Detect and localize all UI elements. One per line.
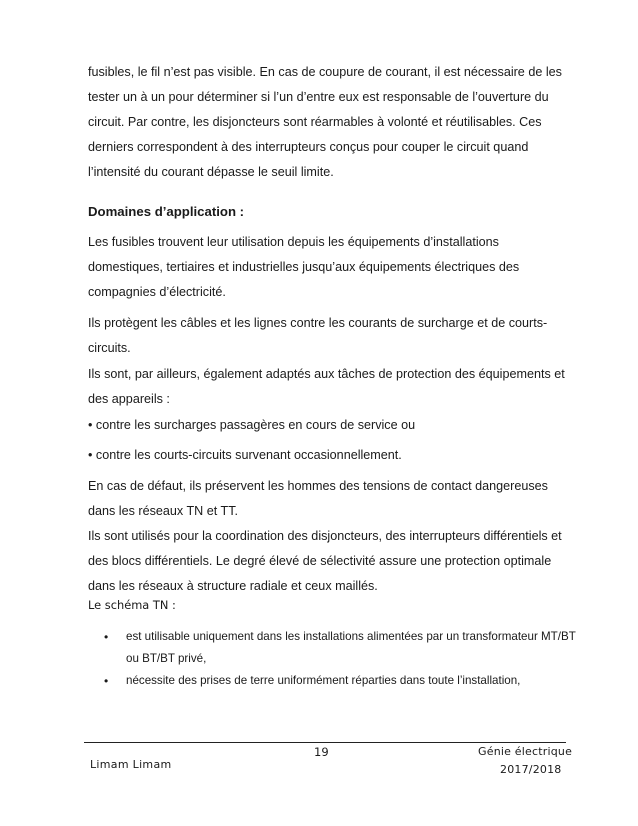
text-line: Ils sont, par ailleurs, également adaptés aux tâches de protection des équipements et [88,367,565,381]
text-line: l’intensité du courant dépasse le seuil limite. [88,165,334,179]
text-line: est utilisable uniquement dans les installations alimentées par un transformateur MT/BT [126,630,576,643]
text-line: Ils sont utilisés pour la coordination des disjoncteurs, des interrupteurs différentiels et [88,529,562,543]
paragraph-usage [88,230,568,305]
text-line: compagnies d’électricité. [88,285,226,299]
text-line: Ils protègent les câbles et les lignes contre les courants de surcharge et de courts- [88,316,548,330]
text-line: ou BT/BT privé, [126,652,207,665]
text-line: domestiques, tertiaires et industrielles jusqu’aux équipements électriques des [88,260,520,274]
footer-subject: Génie électrique [478,745,573,758]
text-line: derniers correspondent à des interrupteurs conçus pour couper le circuit quand [88,140,529,154]
paragraph-adapted [88,362,568,412]
schema-tn-label: Le schéma TN : [88,598,176,612]
bullet-icon: • [104,674,109,688]
bullet-icon: • [104,630,109,644]
section-heading: Domaines d’application : [88,204,245,219]
paragraph-overload [88,413,568,438]
paragraph-coordination [88,524,568,599]
footer-author: Limam Limam [90,758,172,771]
text-line: • contre les surcharges passagères en cours de service ou [88,418,416,432]
intro-paragraph [88,60,568,185]
footer-year: 2017/2018 [500,763,562,776]
text-line: circuit. Par contre, les disjoncteurs sont réarmables à volonté et réutilisables. Ces [88,115,542,129]
text-line: nécessite des prises de terre uniformément réparties dans toute l’installation, [126,674,521,687]
paragraph-fault [88,474,568,524]
text-line: En cas de défaut, ils préservent les hommes des tensions de contact dangereuses [88,479,548,493]
text-line: des blocs différentiels. Le degré élevé de sélectivité assure une protection optimale [88,554,552,568]
footer-divider [84,742,566,743]
text-line: dans les réseaux TN et TT. [88,504,239,518]
page-number: 19 [314,745,329,759]
text-line: dans les réseaux à structure radiale et ceux maillés. [88,579,378,593]
text-line: fusibles, le fil n’est pas visible. En cas de coupure de courant, il est nécessaire de les [88,65,562,79]
schema-tn-list [88,626,588,692]
text-line: des appareils : [88,392,170,406]
list-item [88,670,588,692]
list-item [88,626,588,670]
paragraph-short-circuit [88,443,568,468]
text-line: • contre les courts-circuits survenant occasionnellement. [88,448,402,462]
text-line: tester un à un pour déterminer si l’un d’entre eux est responsable de l’ouverture du [88,90,549,104]
text-line: Les fusibles trouvent leur utilisation depuis les équipements d’installations [88,235,499,249]
text-line: circuits. [88,341,131,355]
paragraph-protection [88,311,568,361]
